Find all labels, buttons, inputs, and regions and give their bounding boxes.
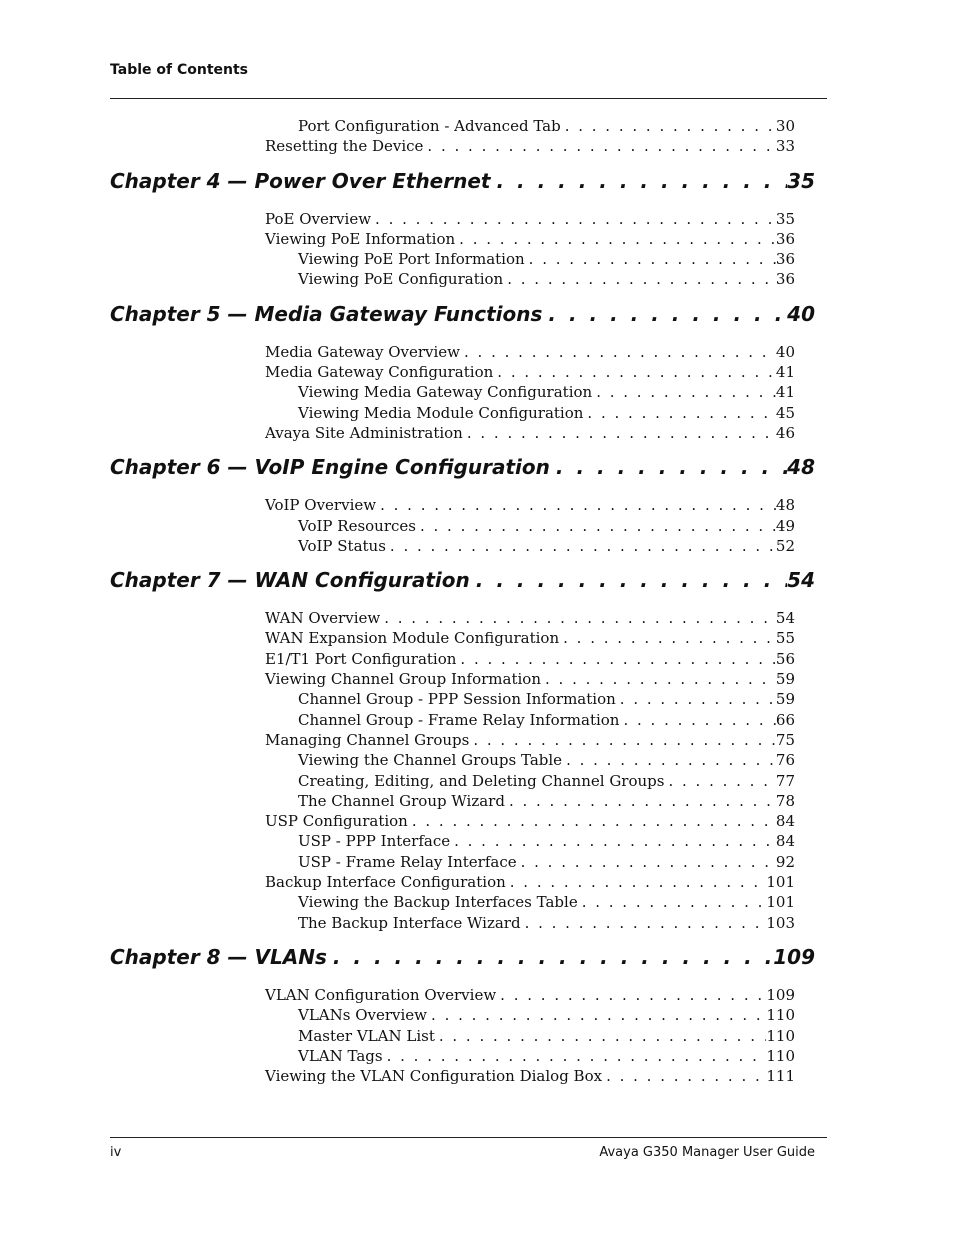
toc-entry-title: VLANs Overview <box>298 1006 428 1025</box>
dot-leader <box>383 1046 767 1066</box>
toc-entry-title: Viewing Media Gateway Configuration <box>298 383 593 402</box>
dot-leader <box>455 229 776 249</box>
toc-entry-title: Resetting the Device <box>265 137 424 156</box>
toc-entry-title: Viewing PoE Information <box>265 229 456 248</box>
toc-entry-title: VoIP Overview <box>265 496 377 515</box>
toc-entry[interactable] <box>265 985 795 1005</box>
toc-entry-page: 92 <box>775 852 795 871</box>
toc-entry-page: 103 <box>766 913 795 932</box>
toc-entry[interactable] <box>298 771 795 791</box>
toc-entry-page: 40 <box>775 342 795 361</box>
dot-leader <box>435 1026 767 1046</box>
toc-entry[interactable] <box>298 403 795 423</box>
toc-entry-title: VLAN Tags <box>298 1046 383 1065</box>
toc-entry-title: Avaya Site Administration <box>265 423 463 442</box>
toc-entry-title: Viewing the Channel Groups Table <box>298 751 563 770</box>
toc-entry[interactable] <box>265 669 795 689</box>
toc-entry-page: 54 <box>775 609 795 628</box>
toc-entry-page: 110 <box>766 1046 795 1065</box>
toc-entry[interactable] <box>298 116 795 136</box>
toc-entry[interactable] <box>265 423 795 443</box>
toc-entry[interactable] <box>265 811 795 831</box>
dot-leader <box>506 872 767 892</box>
toc-entry-page: 59 <box>775 690 795 709</box>
dot-leader <box>550 453 787 481</box>
toc-entry-title: Master VLAN List <box>298 1026 435 1045</box>
toc-entry-title: USP - Frame Relay Interface <box>298 852 517 871</box>
chapter-title: Chapter 7 — WAN Configuration <box>110 568 470 593</box>
chapter-heading[interactable] <box>110 453 815 481</box>
chapter-page: 40 <box>787 301 815 326</box>
toc-entry-page: 75 <box>775 730 795 749</box>
toc-entry[interactable] <box>265 872 795 892</box>
toc-entry-page: 110 <box>766 1026 795 1045</box>
toc-entry-title: VoIP Status <box>298 536 386 555</box>
toc-entry[interactable] <box>298 382 795 402</box>
running-header: Table of Contents <box>110 62 249 78</box>
dot-leader <box>386 536 776 556</box>
dot-leader <box>592 382 776 402</box>
toc-entry-title: Viewing PoE Port Information <box>298 250 525 269</box>
dot-leader <box>493 362 776 382</box>
dot-leader <box>602 1066 766 1086</box>
toc-entry-page: 84 <box>775 832 795 851</box>
toc-entry[interactable] <box>298 852 795 872</box>
chapter-title: Chapter 8 — VLANs <box>110 944 327 969</box>
toc-entry-page: 101 <box>766 893 795 912</box>
toc-entry-title: Managing Channel Groups <box>265 730 470 749</box>
toc-entry-page: 110 <box>766 1006 795 1025</box>
dot-leader <box>469 730 776 750</box>
toc-entry-page: 84 <box>775 812 795 831</box>
dot-leader <box>505 791 776 811</box>
dot-leader <box>416 516 776 536</box>
toc-entry[interactable] <box>265 209 795 229</box>
toc-entry[interactable] <box>298 536 795 556</box>
toc-entry-title: WAN Overview <box>265 609 381 628</box>
toc-entry-page: 30 <box>775 117 795 135</box>
toc-entry-title: Creating, Editing, and Deleting Channel Groups <box>298 771 665 790</box>
toc-entry-page: 36 <box>775 270 795 289</box>
dot-leader <box>619 710 775 730</box>
header-rule <box>110 98 827 99</box>
toc-entry[interactable] <box>265 649 795 669</box>
toc-entry[interactable] <box>265 229 795 249</box>
toc-entry-page: 55 <box>775 629 795 648</box>
toc-entry-title: Channel Group - Frame Relay Information <box>298 710 620 729</box>
chapter-page: 109 <box>773 944 815 969</box>
toc-entry[interactable] <box>298 913 795 933</box>
toc-entry-title: Viewing Channel Group Information <box>265 670 541 689</box>
chapter-heading[interactable] <box>110 943 815 971</box>
toc-entry-page: 36 <box>775 250 795 269</box>
chapter-heading[interactable] <box>110 300 815 328</box>
toc-entry[interactable] <box>298 689 795 709</box>
dot-leader <box>470 566 787 594</box>
toc-entry[interactable] <box>265 628 795 648</box>
toc-entry[interactable] <box>265 342 795 362</box>
toc-entry-title: Media Gateway Configuration <box>265 363 494 382</box>
dot-leader <box>408 811 776 831</box>
toc-entry-page: 59 <box>775 670 795 689</box>
toc-entry[interactable] <box>298 1046 795 1066</box>
toc-entry[interactable] <box>298 249 795 269</box>
toc-entry[interactable] <box>265 362 795 382</box>
dot-leader <box>327 943 773 971</box>
toc-entry-title: Channel Group - PPP Session Information <box>298 690 616 709</box>
dot-leader <box>664 771 775 791</box>
toc-entry-title: VLAN Configuration Overview <box>265 985 497 1004</box>
chapter-heading[interactable] <box>110 566 815 594</box>
table-of-contents <box>110 116 827 1086</box>
toc-entry[interactable] <box>298 269 795 289</box>
toc-entry[interactable] <box>265 136 795 156</box>
toc-entry-title: Viewing PoE Configuration <box>298 270 504 289</box>
toc-entry-page: 78 <box>775 791 795 810</box>
toc-entry-page: 45 <box>775 403 795 422</box>
footer-doc-title: Avaya G350 Manager User Guide <box>599 1145 815 1160</box>
toc-entry-page: 76 <box>775 751 795 770</box>
dot-leader <box>616 689 776 709</box>
toc-entry-page: 109 <box>766 985 795 1004</box>
toc-entry-title: PoE Overview <box>265 209 372 228</box>
toc-entry-title: Viewing Media Module Configuration <box>298 403 584 422</box>
toc-entry-title: Backup Interface Configuration <box>265 873 506 892</box>
dot-leader <box>583 403 775 423</box>
toc-entry-page: 35 <box>775 209 795 228</box>
toc-entry-page: 56 <box>775 649 795 668</box>
footer-page-number: iv <box>110 1145 122 1160</box>
toc-entry[interactable] <box>298 516 795 536</box>
dot-leader <box>578 892 767 912</box>
toc-entry-title: Media Gateway Overview <box>265 342 461 361</box>
dot-leader <box>525 249 776 269</box>
dot-leader <box>517 852 776 872</box>
chapter-title: Chapter 6 — VoIP Engine Configuration <box>110 455 550 480</box>
toc-entry[interactable] <box>265 1066 795 1086</box>
toc-entry-title: Viewing the VLAN Configuration Dialog Box <box>265 1067 603 1086</box>
dot-leader <box>463 423 776 443</box>
toc-entry-title: The Channel Group Wizard <box>298 791 505 810</box>
dot-leader <box>427 1005 766 1025</box>
dot-leader <box>541 669 776 689</box>
dot-leader <box>376 495 776 515</box>
toc-entry-page: 41 <box>775 363 795 382</box>
toc-entry-title: USP - PPP Interface <box>298 832 451 851</box>
dot-leader <box>496 985 766 1005</box>
toc-entry-page: 52 <box>775 536 795 555</box>
dot-leader <box>460 342 776 362</box>
toc-entry-title: The Backup Interface Wizard <box>298 913 521 932</box>
footer-rule <box>110 1137 827 1138</box>
dot-leader <box>456 649 775 669</box>
dot-leader <box>559 628 776 648</box>
toc-entry[interactable] <box>265 730 795 750</box>
dot-leader <box>450 831 776 851</box>
toc-entry-page: 49 <box>775 516 795 535</box>
toc-entry[interactable] <box>298 892 795 912</box>
toc-entry-title: USP Configuration <box>265 812 408 831</box>
dot-leader <box>423 136 775 156</box>
toc-entry-page: 41 <box>775 383 795 402</box>
dot-leader <box>562 750 776 770</box>
chapter-page: 35 <box>787 168 815 193</box>
toc-entry[interactable] <box>298 791 795 811</box>
dot-leader <box>561 116 776 136</box>
toc-entry[interactable] <box>298 1005 795 1025</box>
toc-entry[interactable] <box>298 750 795 770</box>
chapter-title: Chapter 5 — Media Gateway Functions <box>110 301 543 326</box>
toc-entry-page: 46 <box>775 423 795 442</box>
toc-entry[interactable] <box>265 495 795 515</box>
chapter-page: 48 <box>787 455 815 480</box>
toc-entry-page: 48 <box>775 496 795 515</box>
toc-entry-page: 36 <box>775 229 795 248</box>
toc-entry[interactable] <box>298 831 795 851</box>
chapter-heading[interactable] <box>110 167 815 195</box>
toc-entry-title: WAN Expansion Module Configuration <box>265 629 560 648</box>
toc-entry-page: 66 <box>775 710 795 729</box>
dot-leader <box>521 913 767 933</box>
dot-leader <box>503 269 776 289</box>
toc-entry-page: 111 <box>766 1067 795 1086</box>
chapter-title: Chapter 4 — Power Over Ethernet <box>110 168 491 193</box>
dot-leader <box>380 608 776 628</box>
toc-entry-title: Port Configuration - Advanced Tab <box>298 117 561 135</box>
toc-entry-title: Viewing the Backup Interfaces Table <box>298 893 578 912</box>
toc-entry[interactable] <box>298 710 795 730</box>
toc-entry[interactable] <box>298 1026 795 1046</box>
toc-entry-title: E1/T1 Port Configuration <box>265 649 457 668</box>
toc-entry[interactable] <box>265 608 795 628</box>
dot-leader <box>371 209 776 229</box>
chapter-page: 54 <box>787 568 815 593</box>
toc-entry-title: VoIP Resources <box>298 516 416 535</box>
toc-entry-page: 33 <box>775 137 795 156</box>
dot-leader <box>490 167 787 195</box>
dot-leader <box>542 300 787 328</box>
toc-entry-page: 77 <box>775 771 795 790</box>
toc-entry-page: 101 <box>766 873 795 892</box>
